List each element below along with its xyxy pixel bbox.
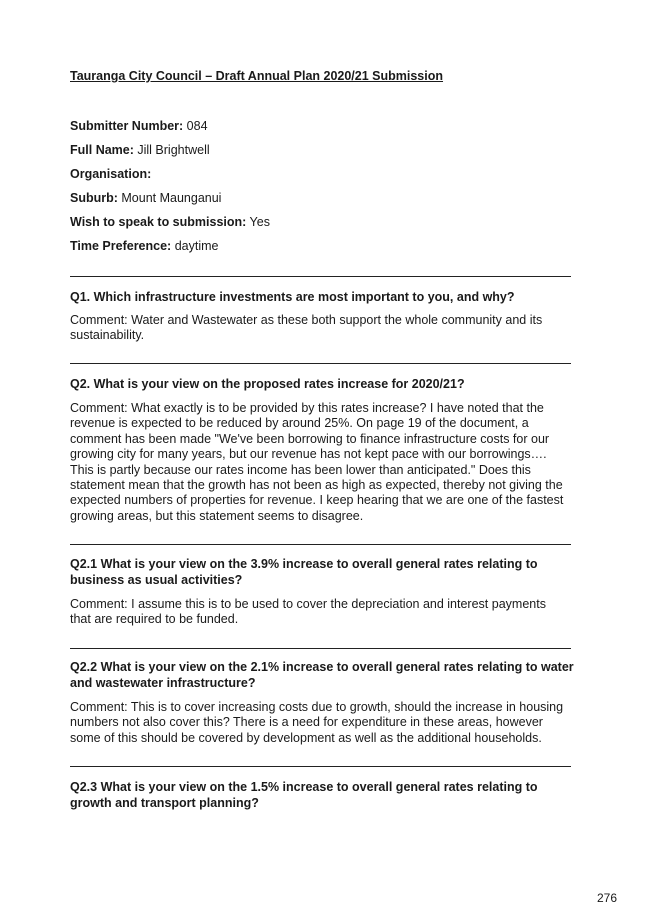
field-label: Organisation:	[70, 167, 152, 181]
field-value: Mount Maunganui	[117, 191, 222, 205]
divider	[70, 276, 571, 277]
page-number: 276	[596, 891, 617, 905]
field-wish-to-speak	[70, 215, 270, 229]
question-heading: Q2.2 What is your view on the 2.1% increase to overall general rates relating to water and wastewater infrastructure?	[70, 660, 574, 690]
field-label: Full Name:	[70, 143, 134, 157]
field-full-name	[70, 143, 210, 157]
field-label: Time Preference:	[70, 239, 172, 253]
field-value: Jill Brightwell	[133, 143, 210, 157]
field-submitter-number	[70, 119, 208, 133]
question-heading: Q1. Which infrastructure investments are most important to you, and why?	[70, 290, 515, 304]
field-label: Wish to speak to submission:	[70, 215, 247, 229]
divider	[70, 363, 571, 364]
question-heading: Q2.3 What is your view on the 1.5% increase to overall general rates relating to growth and transport planning?	[70, 780, 538, 810]
divider	[70, 766, 571, 767]
comment-text: Comment: This is to cover increasing costs due to growth, should the increase in housing numbers not also cover this? There is a need for expenditure in these areas, however some of this should be covered by development as well as the additional households.	[70, 700, 564, 745]
comment-text: Comment: I assume this is to be used to cover the depreciation and interest payments that are required to be funded.	[70, 597, 546, 627]
field-label: Submitter Number:	[70, 119, 184, 133]
question-heading: Q2.1 What is your view on the 3.9% increase to overall general rates relating to business as usual activities?	[70, 557, 538, 587]
field-value: daytime	[171, 239, 219, 253]
comment-text: Comment: Water and Wastewater as these both support the whole community and its sustainability.	[70, 313, 543, 343]
question-heading: Q2. What is your view on the proposed rates increase for 2020/21?	[70, 377, 465, 391]
divider	[70, 544, 571, 545]
field-value: Yes	[246, 215, 270, 229]
field-organisation	[70, 167, 151, 181]
comment-text: Comment: What exactly is to be provided by this rates increase? I have noted that the revenue is expected to be reduced by around 25%. On page 19 of the document, a comment has been made "We've been borrowing to finance infrastructure costs for our growing city for many years, but our revenue has not kept pace with our borrowings…. This is partly because our rates income has been lower than anticipated." Does this statement mean that the growth has not been as high as expected, thereby not giving the expected numbers of properties for revenue. I keep hearing that we are one of the fastest growing areas, but this statement seems to disagree.	[70, 401, 564, 523]
field-value: 084	[183, 119, 208, 133]
field-suburb	[70, 191, 221, 205]
divider	[70, 648, 571, 649]
field-label: Suburb:	[70, 191, 118, 205]
field-time-preference	[70, 239, 218, 253]
document-title: Tauranga City Council – Draft Annual Plan 2020/21 Submission	[70, 69, 444, 83]
